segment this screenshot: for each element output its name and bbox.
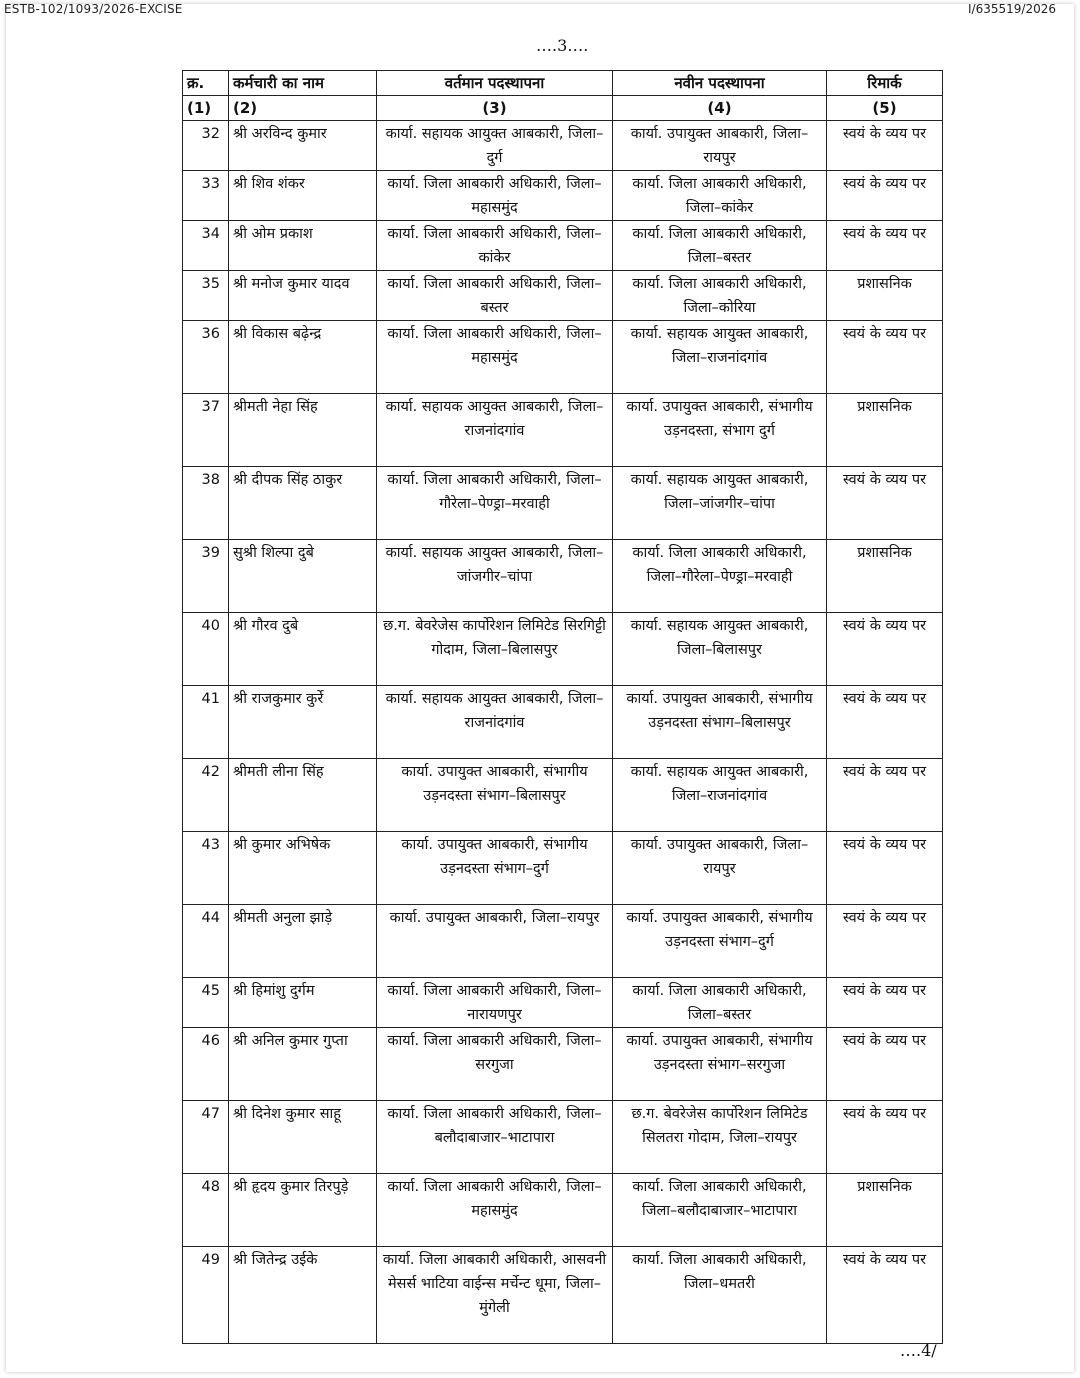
new-posting-cell: कार्या. उपायुक्त आबकारी, जिला–रायपुर [613,832,827,905]
header-row [183,71,943,96]
current-posting-cell: छ.ग. बेवरेजेस कार्पोरेशन लिमिटेड सिरगिट्टी गोदाम, जिला–बिलासपुर [377,613,613,686]
table-row [183,978,943,1028]
current-posting-cell: कार्या. जिला आबकारी अधिकारी, जिला–महासमुंद [377,171,613,221]
current-posting-cell: कार्या. जिला आबकारी अधिकारी, जिला–गौरेला–पेण्ड्रा–मरवाही [377,467,613,540]
table-row [183,1247,943,1344]
remark-cell: प्रशासनिक [827,1174,943,1247]
employee-name-cell: श्री हृदय कुमार तिरपुड़े [229,1174,377,1247]
next-page-marker: ….4/ [900,1341,937,1360]
serial-number-cell: 32 [183,121,229,171]
serial-number-cell: 33 [183,171,229,221]
current-posting-cell: कार्या. उपायुक्त आबकारी, जिला–रायपुर [377,905,613,978]
col-header-sn: क्र. [183,71,229,96]
col-number: (3) [377,96,613,121]
new-posting-cell: कार्या. उपायुक्त आबकारी, संभागीय उड़नदस्ता संभाग–बिलासपुर [613,686,827,759]
col-header-new-posting: नवीन पदस्थापना [613,71,827,96]
employee-name-cell: श्री गौरव दुबे [229,613,377,686]
table-row [183,1101,943,1174]
remark-cell: स्वयं के व्यय पर [827,1247,943,1344]
new-posting-cell: कार्या. जिला आबकारी अधिकारी, जिला–कोरिया [613,271,827,321]
new-posting-cell: कार्या. जिला आबकारी अधिकारी, जिला–कांकेर [613,171,827,221]
employee-name-cell: श्री अनिल कुमार गुप्ता [229,1028,377,1101]
current-posting-cell: कार्या. उपायुक्त आबकारी, संभागीय उड़नदस्ता संभाग–बिलासपुर [377,759,613,832]
serial-number-cell: 36 [183,321,229,394]
new-posting-cell: कार्या. उपायुक्त आबकारी, संभागीय उड़नदस्ता संभाग–सरगुजा [613,1028,827,1101]
transfer-table [182,70,943,1344]
remark-cell: स्वयं के व्यय पर [827,905,943,978]
column-number-row [183,96,943,121]
page-marker: ….3…. [536,36,589,55]
new-posting-cell: कार्या. उपायुक्त आबकारी, जिला–रायपुर [613,121,827,171]
serial-number-cell: 37 [183,394,229,467]
serial-number-cell: 34 [183,221,229,271]
employee-name-cell: श्रीमती नेहा सिंह [229,394,377,467]
remark-cell: स्वयं के व्यय पर [827,171,943,221]
employee-name-cell: श्री दिनेश कुमार साहू [229,1101,377,1174]
current-posting-cell: कार्या. सहायक आयुक्त आबकारी, जिला–जांजगीर–चांपा [377,540,613,613]
new-posting-cell: कार्या. सहायक आयुक्त आबकारी, जिला–जांजगीर–चांपा [613,467,827,540]
new-posting-cell: कार्या. सहायक आयुक्त आबकारी, जिला–बिलासपुर [613,613,827,686]
serial-number-cell: 40 [183,613,229,686]
new-posting-cell: कार्या. जिला आबकारी अधिकारी, जिला–गौरेला–पेण्ड्रा–मरवाही [613,540,827,613]
serial-number-cell: 43 [183,832,229,905]
current-posting-cell: कार्या. जिला आबकारी अधिकारी, जिला–महासमुंद [377,1174,613,1247]
new-posting-cell: कार्या. जिला आबकारी अधिकारी, जिला–बलौदाबाजार–भाटापारा [613,1174,827,1247]
table-row [183,759,943,832]
current-posting-cell: कार्या. जिला आबकारी अधिकारी, जिला–बस्तर [377,271,613,321]
new-posting-cell: कार्या. जिला आबकारी अधिकारी, जिला–बस्तर [613,221,827,271]
remark-cell: स्वयं के व्यय पर [827,978,943,1028]
table-row [183,1028,943,1101]
employee-name-cell: श्री मनोज कुमार यादव [229,271,377,321]
current-posting-cell: कार्या. सहायक आयुक्त आबकारी, जिला–दुर्ग [377,121,613,171]
new-posting-cell: कार्या. जिला आबकारी अधिकारी, जिला–बस्तर [613,978,827,1028]
remark-cell: स्वयं के व्यय पर [827,1101,943,1174]
serial-number-cell: 39 [183,540,229,613]
new-posting-cell: कार्या. जिला आबकारी अधिकारी, जिला–धमतरी [613,1247,827,1344]
table-row [183,905,943,978]
new-posting-cell: छ.ग. बेवरेजेस कार्पोरेशन लिमिटेड सिलतरा गोदाम, जिला–रायपुर [613,1101,827,1174]
employee-name-cell: श्री दीपक सिंह ठाकुर [229,467,377,540]
employee-name-cell: श्री शिव शंकर [229,171,377,221]
new-posting-cell: कार्या. उपायुक्त आबकारी, संभागीय उड़नदस्ता संभाग–दुर्ग [613,905,827,978]
table-row [183,1174,943,1247]
remark-cell: स्वयं के व्यय पर [827,759,943,832]
col-number: (1) [183,96,229,121]
remark-cell: स्वयं के व्यय पर [827,321,943,394]
employee-name-cell: श्री ओम प्रकाश [229,221,377,271]
table-row [183,540,943,613]
table-row [183,686,943,759]
current-posting-cell: कार्या. जिला आबकारी अधिकारी, जिला–महासमुंद [377,321,613,394]
table-row [183,121,943,171]
employee-name-cell: श्री हिमांशु दुर्गम [229,978,377,1028]
inward-number: I/635519/2026 [968,2,1056,16]
serial-number-cell: 45 [183,978,229,1028]
table-body [183,121,943,1344]
table-row [183,394,943,467]
employee-name-cell: सुश्री शिल्पा दुबे [229,540,377,613]
remark-cell: स्वयं के व्यय पर [827,832,943,905]
serial-number-cell: 42 [183,759,229,832]
serial-number-cell: 46 [183,1028,229,1101]
remark-cell: स्वयं के व्यय पर [827,467,943,540]
document-reference: ESTB-102/1093/2026-EXCISE [4,2,183,16]
current-posting-cell: कार्या. जिला आबकारी अधिकारी, जिला–सरगुजा [377,1028,613,1101]
remark-cell: स्वयं के व्यय पर [827,613,943,686]
table-row [183,467,943,540]
col-number: (5) [827,96,943,121]
current-posting-cell: कार्या. सहायक आयुक्त आबकारी, जिला–राजनांदगांव [377,394,613,467]
remark-cell: प्रशासनिक [827,271,943,321]
serial-number-cell: 49 [183,1247,229,1344]
employee-name-cell: श्री विकास बढ़ेन्द्र [229,321,377,394]
remark-cell: स्वयं के व्यय पर [827,686,943,759]
serial-number-cell: 44 [183,905,229,978]
employee-name-cell: श्रीमती लीना सिंह [229,759,377,832]
table-row [183,221,943,271]
employee-name-cell: श्री जितेन्द्र उईके [229,1247,377,1344]
serial-number-cell: 47 [183,1101,229,1174]
table-row [183,613,943,686]
employee-name-cell: श्री कुमार अभिषेक [229,832,377,905]
remark-cell: प्रशासनिक [827,394,943,467]
employee-name-cell: श्री अरविन्द कुमार [229,121,377,171]
employee-name-cell: श्रीमती अनुला झाड़े [229,905,377,978]
remark-cell: स्वयं के व्यय पर [827,221,943,271]
serial-number-cell: 41 [183,686,229,759]
table-row [183,171,943,221]
new-posting-cell: कार्या. सहायक आयुक्त आबकारी, जिला–राजनांदगांव [613,759,827,832]
serial-number-cell: 35 [183,271,229,321]
serial-number-cell: 48 [183,1174,229,1247]
remark-cell: स्वयं के व्यय पर [827,121,943,171]
col-header-remark: रिमार्क [827,71,943,96]
remark-cell: स्वयं के व्यय पर [827,1028,943,1101]
current-posting-cell: कार्या. जिला आबकारी अधिकारी, जिला–कांकेर [377,221,613,271]
current-posting-cell: कार्या. उपायुक्त आबकारी, संभागीय उड़नदस्ता संभाग–दुर्ग [377,832,613,905]
current-posting-cell: कार्या. सहायक आयुक्त आबकारी, जिला–राजनांदगांव [377,686,613,759]
col-header-name: कर्मचारी का नाम [229,71,377,96]
table-row [183,832,943,905]
remark-cell: प्रशासनिक [827,540,943,613]
employee-name-cell: श्री राजकुमार कुर्रे [229,686,377,759]
table-row [183,321,943,394]
new-posting-cell: कार्या. उपायुक्त आबकारी, संभागीय उड़नदस्ता, संभाग दुर्ग [613,394,827,467]
current-posting-cell: कार्या. जिला आबकारी अधिकारी, आसवनी मेसर्स भाटिया वाईन्स मर्चेन्ट धूमा, जिला–मुंगेली [377,1247,613,1344]
col-number: (2) [229,96,377,121]
col-number: (4) [613,96,827,121]
table-row [183,271,943,321]
current-posting-cell: कार्या. जिला आबकारी अधिकारी, जिला–नारायणपुर [377,978,613,1028]
current-posting-cell: कार्या. जिला आबकारी अधिकारी, जिला–बलौदाबाजार–भाटापारा [377,1101,613,1174]
new-posting-cell: कार्या. सहायक आयुक्त आबकारी, जिला–राजनांदगांव [613,321,827,394]
serial-number-cell: 38 [183,467,229,540]
col-header-current-posting: वर्तमान पदस्थापना [377,71,613,96]
